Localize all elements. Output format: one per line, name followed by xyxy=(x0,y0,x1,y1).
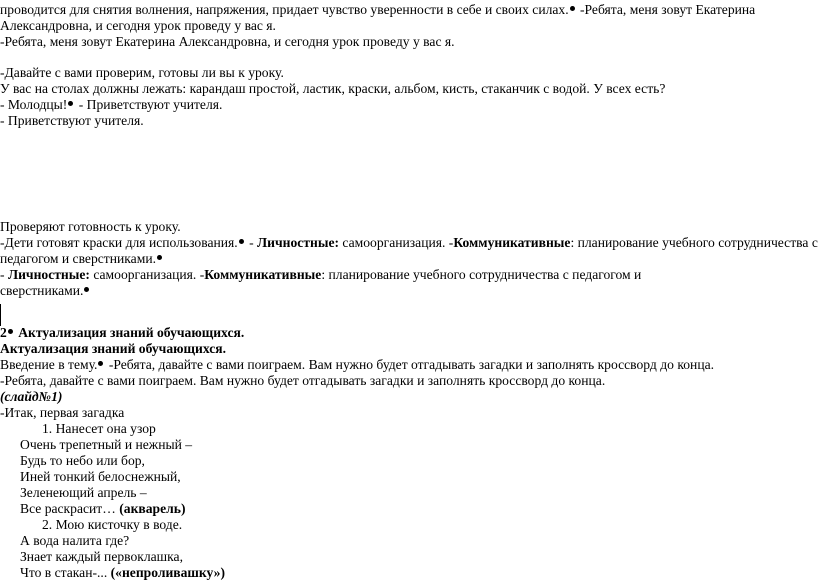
text-line: -Давайте с вами проверим, готовы ли вы к уроку. xyxy=(0,65,284,80)
riddle-line: А вода налита где? xyxy=(20,533,130,548)
riddle-line xyxy=(20,501,185,517)
text-line: Александровна, и сегодня урок проведу у вас я. xyxy=(0,18,276,33)
text-line xyxy=(0,235,818,251)
section-heading: Актуализация знаний обучающихся. xyxy=(0,341,227,356)
riddle-line: Знает каждый первоклашка, xyxy=(20,549,183,564)
bullet-dot xyxy=(157,255,162,260)
text-run: самоорганизация. - xyxy=(339,235,454,250)
riddle-line xyxy=(20,565,225,581)
riddle-answer: (акварель) xyxy=(119,501,186,516)
bullet-dot xyxy=(239,239,244,244)
riddle-line: 2. Мою кисточку в воде. xyxy=(42,517,183,532)
bold-run: Личностные: xyxy=(7,267,90,282)
bullet-dot xyxy=(8,329,13,334)
text-run: Введение в тему. xyxy=(0,357,98,372)
text-line xyxy=(0,267,641,283)
text-run: -Ребята, давайте с вами поиграем. Вам нужно будет отгадывать загадки и заполнять кроссворд до конца. xyxy=(105,357,715,372)
text-run: - Приветствуют учителя. xyxy=(75,97,223,112)
bullet-dot xyxy=(68,101,73,106)
text-run: сверстниками. xyxy=(0,283,84,298)
text-line xyxy=(0,283,91,299)
text-run: Актуализация знаний обучающихся. xyxy=(14,325,245,340)
text-run: самоорганизация. - xyxy=(89,267,205,282)
slide-label: (слайд№1) xyxy=(0,389,63,404)
bold-run: Коммуникативные xyxy=(453,235,571,250)
section-heading xyxy=(0,325,244,341)
text-run: -Ребята, меня зовут Екатерина xyxy=(576,2,756,17)
text-line: У вас на столах должны лежать: карандаш простой, ластик, краски, альбом, кисть, стаканчик с водой. У всех есть? xyxy=(0,81,666,96)
text-run: : планирование учебного сотрудничества с xyxy=(570,235,818,250)
riddle-line: Очень трепетный и нежный – xyxy=(20,437,193,452)
text-run: : планирование учебного сотрудничества с педагогом и xyxy=(321,267,642,282)
text-line xyxy=(0,357,714,373)
text-run: - xyxy=(0,267,8,282)
text-run: -Дети готовят краски для использования. xyxy=(0,235,238,250)
text-cursor xyxy=(0,304,1,326)
text-line: -Итак, первая загадка xyxy=(0,405,125,420)
text-run: педагогом и сверстниками. xyxy=(0,251,156,266)
text-line xyxy=(0,2,755,18)
bullet-dot xyxy=(84,287,89,292)
bold-run: Коммуникативные xyxy=(204,267,322,282)
text-line: - Приветствуют учителя. xyxy=(0,113,144,128)
text-line xyxy=(0,97,222,113)
text-run: - xyxy=(245,235,258,250)
text-line: -Ребята, давайте с вами поиграем. Вам нужно будет отгадывать загадки и заполнять кроссворд до конца. xyxy=(0,373,606,388)
riddle-line: Иней тонкий белоснежный, xyxy=(20,469,181,484)
riddle-line: Будь то небо или бор, xyxy=(20,453,145,468)
text-line xyxy=(0,251,164,267)
text-line: Проверяют готовность к уроку. xyxy=(0,219,181,234)
bullet-dot xyxy=(98,361,103,366)
bullet-dot xyxy=(570,6,575,11)
riddle-line: 1. Нанесет она узор xyxy=(42,421,156,436)
text-run: - Молодцы! xyxy=(0,97,68,112)
riddle-answer: («непроливашку») xyxy=(110,565,225,580)
text-run: 2 xyxy=(0,325,7,340)
text-line: -Ребята, меня зовут Екатерина Александровна, и сегодня урок проведу у вас я. xyxy=(0,34,455,49)
bold-run: Личностные: xyxy=(257,235,340,250)
text-run: Все раскрасит… xyxy=(20,501,120,516)
text-run: Что в стакан-... xyxy=(20,565,111,580)
text-run: проводится для снятия волнения, напряжения, придает чувство уверенности в себе и своих силах. xyxy=(0,2,569,17)
riddle-line: Зеленеющий апрель – xyxy=(20,485,147,500)
